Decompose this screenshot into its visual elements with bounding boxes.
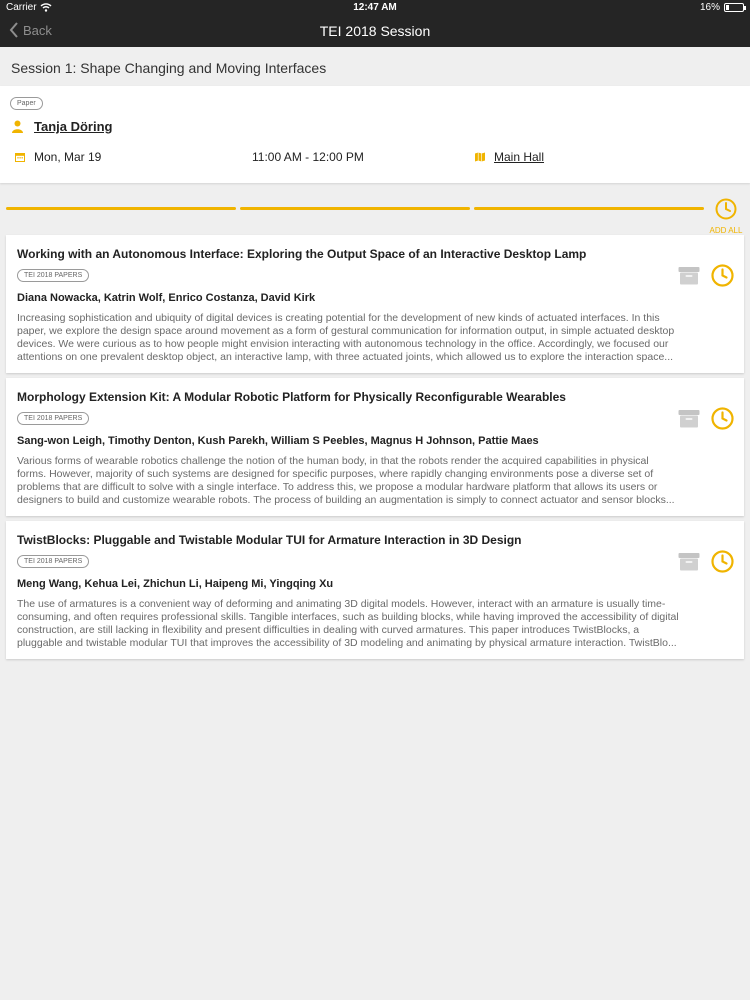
- speaker-name: Tanja Döring: [34, 119, 113, 134]
- clock-icon: [715, 198, 737, 220]
- nav-bar: [0, 16, 750, 47]
- battery-icon: [724, 3, 744, 12]
- session-date: [15, 150, 101, 164]
- progress-segment: [474, 207, 704, 210]
- paper-title[interactable]: TwistBlocks: Pluggable and Twistable Modular TUI for Armature Interaction in 3D Design: [17, 533, 522, 547]
- track-badge: TEI 2018 PAPERS: [17, 555, 89, 568]
- track-badge: TEI 2018 PAPERS: [17, 412, 89, 425]
- session-time-text: 11:00 AM - 12:00 PM: [252, 150, 364, 164]
- paper-card[interactable]: [6, 521, 744, 659]
- session-date-text: Mon, Mar 19: [34, 150, 102, 164]
- person-icon: [12, 120, 23, 133]
- back-label: Back: [23, 22, 52, 38]
- room-name: Main Hall: [494, 150, 545, 164]
- paper-title[interactable]: Morphology Extension Kit: A Modular Robotic Platform for Physically Reconfigurable Wearables: [17, 390, 566, 404]
- abstract-line: Various forms of wearable robotics challenge the notion of the human body, in that the robots render the acquired capabilities in physical: [17, 455, 649, 467]
- carrier-label: Carrier: [6, 2, 37, 13]
- progress-segment: [6, 207, 236, 210]
- abstract-line: forms. However, majority of such systems are designed for specific purposes, where rapidly changing environments pose a diverse set of: [17, 468, 654, 480]
- abstract-line: The use of armatures is a convenient way of deforming and animating 3D digital models. However, interact with an armature is usually time-: [17, 598, 666, 610]
- session-time: [252, 150, 364, 164]
- map-icon: [475, 152, 485, 162]
- archive-icon[interactable]: [678, 266, 700, 285]
- abstract-line: problems that are difficult to solve with a single interface. To address this, we propose a modular hardware platform that allows its users or: [17, 481, 658, 493]
- abstract-line: designers to build and customize wearable robots. The process of building an augmentation is simply to connect actuator and sensor blocks...: [17, 494, 675, 506]
- paper-abstract: [17, 312, 729, 364]
- abstract-line: Increasing sophistication and ubiquity of digital devices is creating potential for the development of new kinds of actuated interfaces. In this: [17, 312, 660, 324]
- add-all-label: ADD ALL: [709, 226, 743, 235]
- clock-icon[interactable]: [711, 550, 734, 573]
- calendar-icon: [15, 152, 25, 162]
- clock-icon[interactable]: [711, 264, 734, 287]
- paper-card[interactable]: [6, 378, 744, 516]
- paper-title[interactable]: Working with an Autonomous Interface: Exploring the Output Space of an Interactive Desktop Lamp: [17, 247, 587, 261]
- clock-icon[interactable]: [711, 407, 734, 430]
- session-type-badge: Paper: [10, 97, 43, 110]
- room-link[interactable]: [475, 150, 544, 164]
- paper-authors: Meng Wang, Kehua Lei, Zhichun Li, Haipeng Mi, Yingqing Xu: [17, 578, 334, 590]
- track-badge: TEI 2018 PAPERS: [17, 269, 89, 282]
- abstract-line: paper, we explore the design space around movement as a form of gestural communication for information output, in simple actuated desktop: [17, 325, 675, 337]
- battery-percent: 16%: [699, 2, 720, 13]
- abstract-line: pluggable and twistable modular TUI that improves the accessibility of 3D modeling and animating by physical armature interaction. TwistBlo...: [17, 637, 677, 649]
- status-time: 12:47 AM: [353, 2, 397, 13]
- session-title: Session 1: Shape Changing and Moving Interfaces: [11, 60, 327, 76]
- archive-icon[interactable]: [678, 552, 700, 571]
- paper-authors: Diana Nowacka, Katrin Wolf, Enrico Costanza, David Kirk: [17, 292, 316, 304]
- progress-segment: [240, 207, 470, 210]
- paper-authors: Sang-won Leigh, Timothy Denton, Kush Parekh, William S Peebles, Magnus H Johnson, Pattie Maes: [17, 435, 539, 447]
- paper-abstract: [17, 455, 729, 507]
- session-info-card: [0, 86, 750, 183]
- status-bar: [0, 0, 750, 16]
- page-title: TEI 2018 Session: [319, 23, 431, 39]
- abstract-line: construction, are still lacking in flexibility and present difficulties in dealing with curved armatures. This paper introduces TwistBlocks, a: [17, 624, 640, 636]
- archive-icon[interactable]: [678, 409, 700, 428]
- paper-abstract: [17, 598, 729, 650]
- add-all-button[interactable]: [704, 198, 748, 235]
- abstract-line: attentions on one prevalent desktop object, an interactive lamp, with three actuated joints, which allowed us to explore the interaction space...: [17, 351, 674, 363]
- paper-card[interactable]: [6, 235, 744, 373]
- abstract-line: consuming, and often requires professional skills. Tangible interfaces, such as building blocks, while having improved the accessibility of digital: [17, 611, 679, 623]
- speaker-link[interactable]: [12, 119, 112, 134]
- abstract-line: devices. We were curious as to how people might envision interacting with autonomous technology in the office. Accordingly, we focused our: [17, 338, 669, 350]
